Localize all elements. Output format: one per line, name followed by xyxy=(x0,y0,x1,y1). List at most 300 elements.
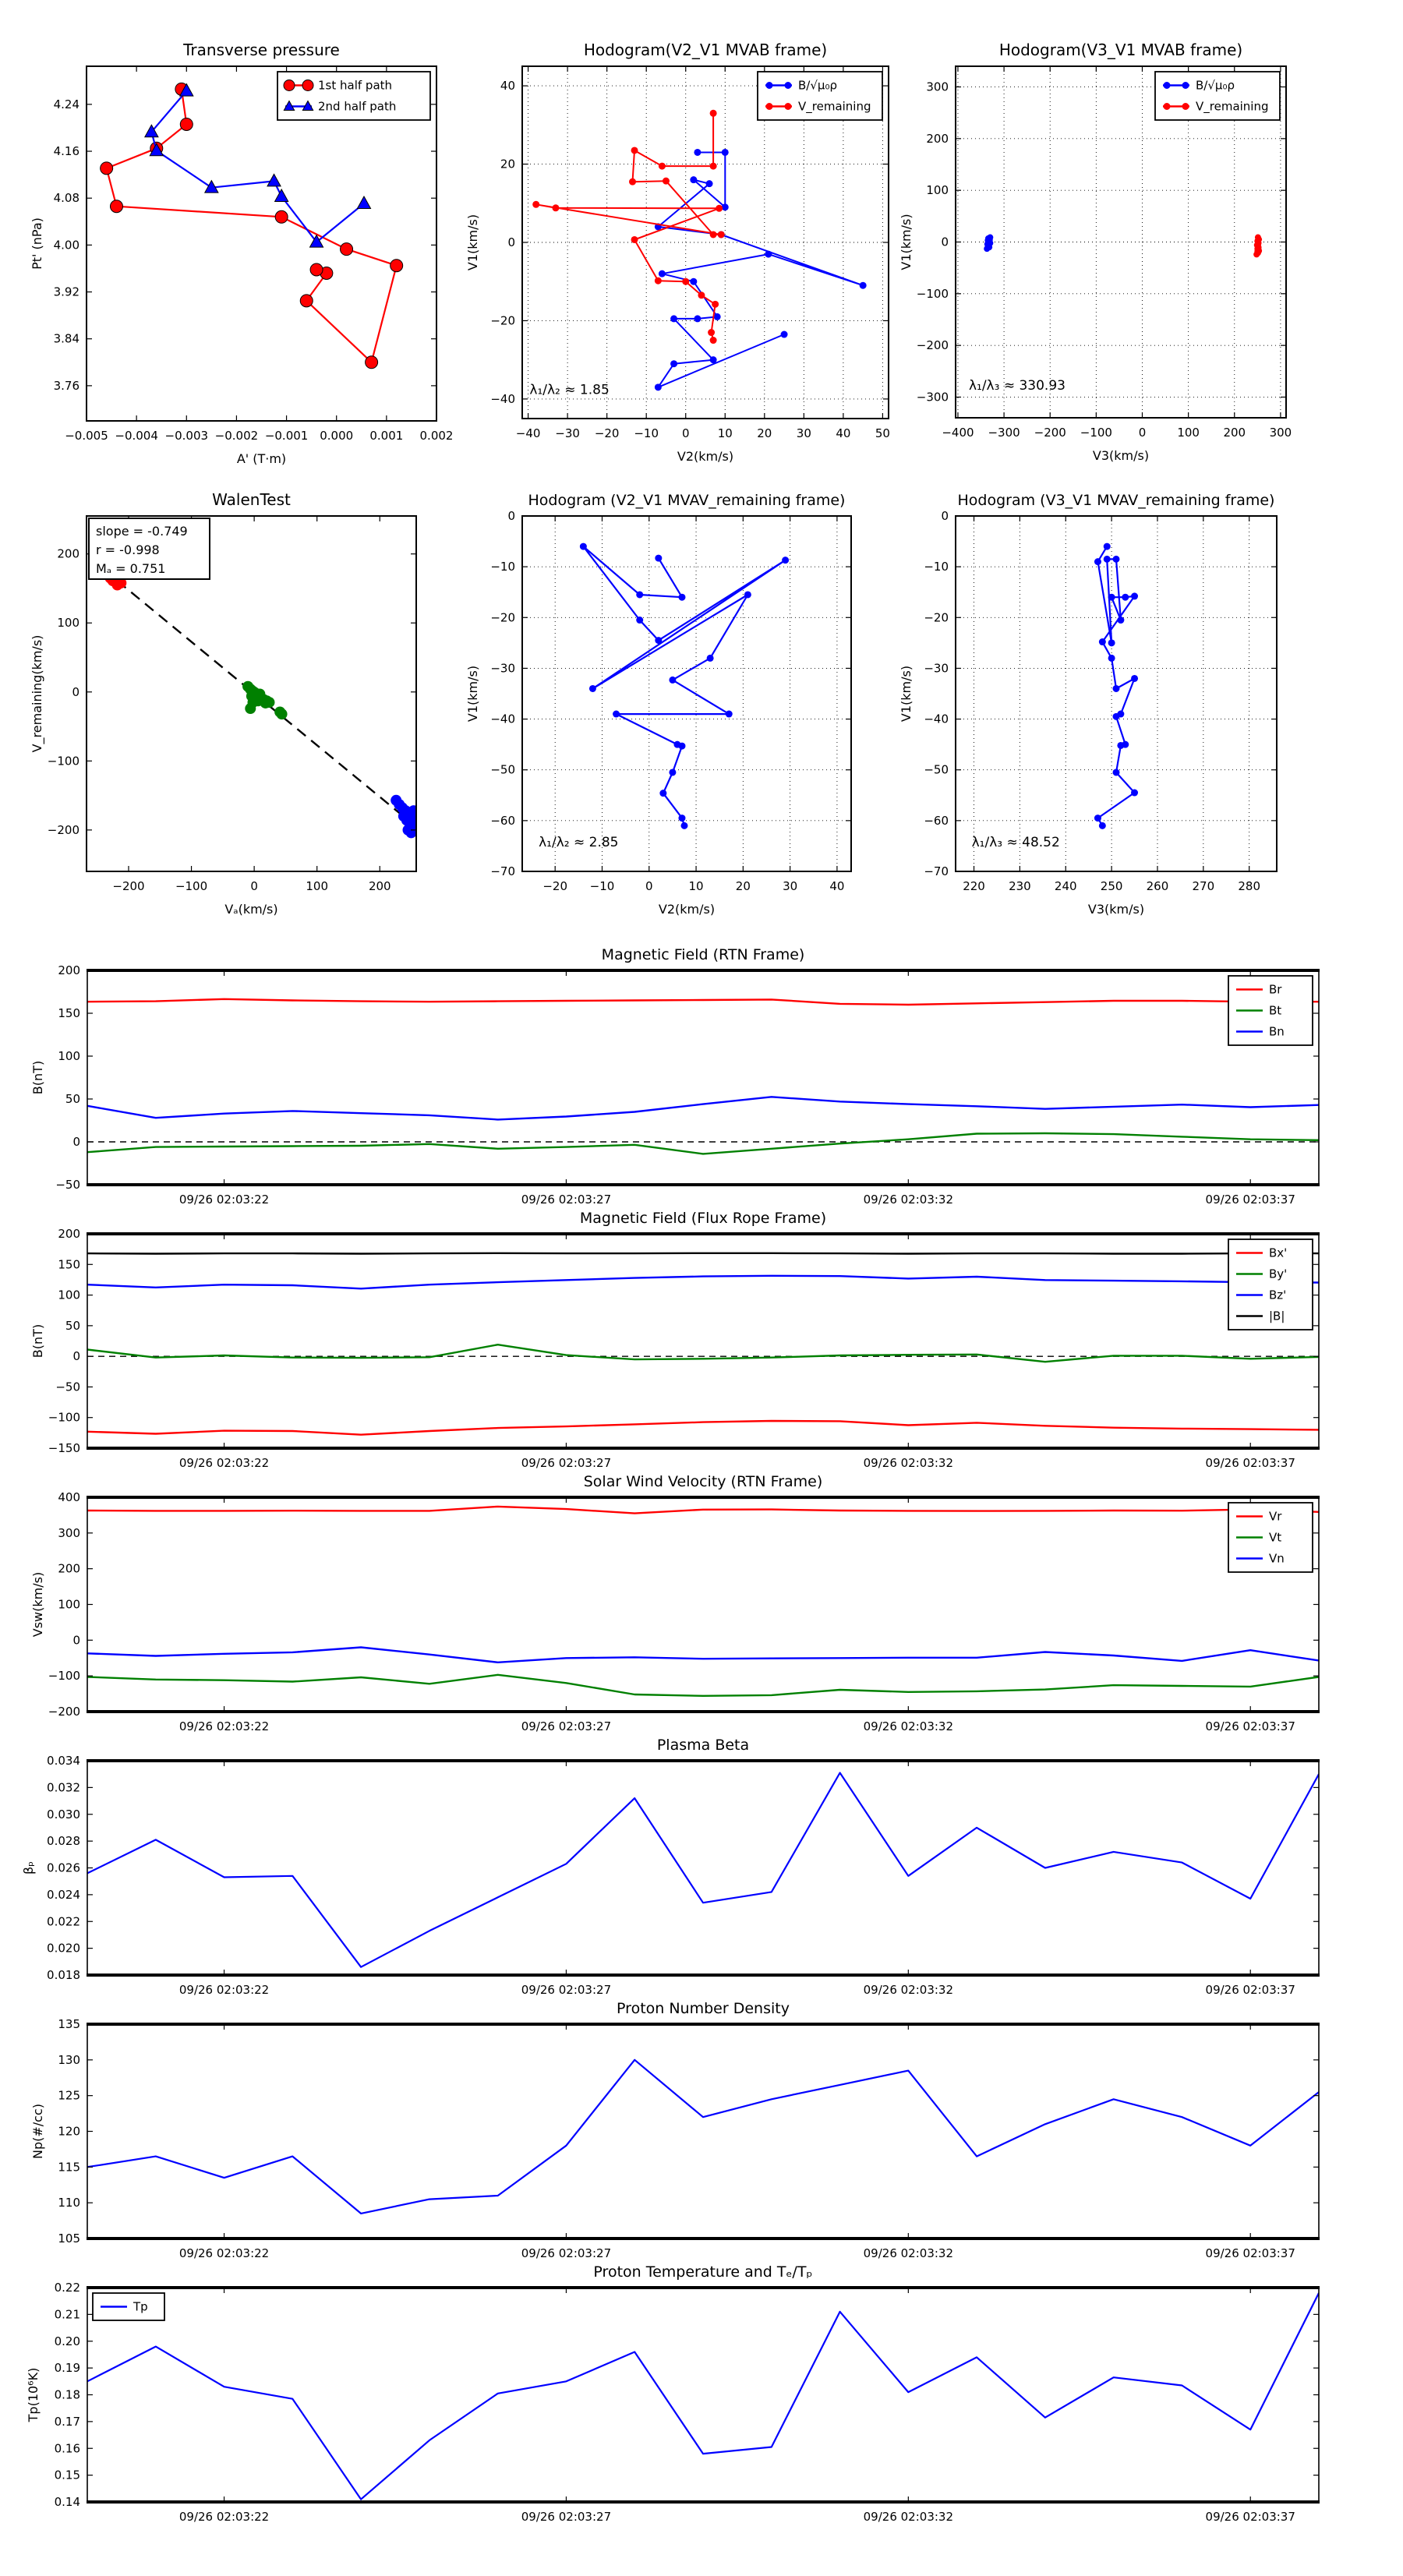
point-marker xyxy=(710,110,717,117)
y-tick-label: 100 xyxy=(58,1597,80,1612)
point-marker xyxy=(302,80,313,91)
point-marker xyxy=(1117,742,1124,749)
x-tick-label: 09/26 02:03:22 xyxy=(178,1983,270,1997)
point-marker xyxy=(284,80,295,91)
point-marker xyxy=(1113,685,1120,692)
y-axis-label: V_remaining(km/s) xyxy=(30,634,44,753)
walen-stats-box xyxy=(89,518,210,579)
point-marker xyxy=(111,580,122,591)
point-marker xyxy=(180,118,193,130)
y-tick-label: 0 xyxy=(507,509,515,523)
legend xyxy=(93,2293,164,2320)
x-tick-label: 0.002 xyxy=(419,429,454,443)
point-marker xyxy=(706,180,713,187)
point-marker xyxy=(714,313,721,320)
point-marker xyxy=(782,557,789,564)
y-tick-label: −30 xyxy=(490,661,515,676)
point-marker xyxy=(613,711,620,718)
point-marker xyxy=(275,210,288,223)
x-tick-label: −100 xyxy=(1080,426,1112,440)
panel-title: WalenTest xyxy=(212,490,291,509)
point-marker xyxy=(1113,556,1120,563)
point-marker xyxy=(1099,638,1106,645)
y-tick-label: −60 xyxy=(924,813,949,828)
point-marker xyxy=(263,697,274,708)
point-marker xyxy=(860,282,867,289)
y-tick-label: 0.21 xyxy=(54,2307,80,2322)
y-tick-label: 0 xyxy=(72,1633,80,1648)
y-axis-label: V1(km/s) xyxy=(465,665,480,723)
y-tick-label: 0.022 xyxy=(47,1914,80,1929)
legend-label: 1st half path xyxy=(318,78,393,93)
panel-title: Transverse pressure xyxy=(183,41,340,59)
point-marker xyxy=(986,240,992,246)
point-marker xyxy=(629,178,636,186)
x-tick-label: 230 xyxy=(1009,879,1031,893)
legend-label: B/√μ₀ρ xyxy=(1196,78,1235,93)
point-marker xyxy=(781,331,788,338)
x-tick-label: 09/26 02:03:32 xyxy=(863,1719,954,1733)
legend-label: Vt xyxy=(1269,1530,1282,1545)
y-tick-label: −50 xyxy=(490,762,515,777)
x-axis-label: V2(km/s) xyxy=(658,902,716,917)
legend xyxy=(758,72,882,120)
x-tick-label: 200 xyxy=(368,879,391,893)
y-axis-label: Np(#/cc) xyxy=(30,2104,45,2159)
legend xyxy=(1155,72,1280,120)
point-marker xyxy=(1131,592,1138,599)
y-tick-label: 0.20 xyxy=(54,2334,80,2348)
y-tick-label: 4.24 xyxy=(53,97,80,111)
point-marker xyxy=(1122,594,1129,601)
point-marker xyxy=(1108,655,1115,662)
point-marker xyxy=(1094,814,1101,822)
y-axis-label: Vsw(km/s) xyxy=(30,1571,45,1638)
y-tick-label: −40 xyxy=(490,391,515,406)
stats-line: slope = -0.749 xyxy=(96,524,188,539)
panel-title: Magnetic Field (Flux Rope Frame) xyxy=(579,1210,827,1227)
point-marker xyxy=(659,163,666,170)
x-tick-label: 200 xyxy=(1223,426,1246,440)
y-axis-label: Pt' (nPa) xyxy=(30,217,44,270)
x-tick-label: 09/26 02:03:27 xyxy=(521,2246,612,2260)
point-marker xyxy=(631,147,638,154)
y-axis-label: V1(km/s) xyxy=(899,214,914,270)
x-tick-label: −200 xyxy=(112,879,145,893)
y-tick-label: −50 xyxy=(55,1178,80,1192)
point-marker xyxy=(1131,790,1138,797)
point-marker xyxy=(716,205,723,212)
x-axis-label: A' (T·m) xyxy=(236,451,287,466)
point-marker xyxy=(636,591,643,598)
y-tick-label: 115 xyxy=(58,2160,80,2175)
legend xyxy=(1228,976,1313,1045)
y-tick-label: 135 xyxy=(58,2017,80,2031)
y-tick-label: −40 xyxy=(490,712,515,726)
x-tick-label: 0 xyxy=(645,879,653,893)
panel-title: Hodogram (V3_V1 MVAV_remaining frame) xyxy=(957,492,1275,509)
legend-label: Vn xyxy=(1269,1551,1285,1566)
y-tick-label: −100 xyxy=(48,1410,80,1425)
y-tick-label: 200 xyxy=(58,1561,80,1576)
y-tick-label: 50 xyxy=(65,1318,80,1333)
panel-title: Magnetic Field (RTN Frame) xyxy=(601,946,805,963)
x-tick-label: 0 xyxy=(681,426,690,440)
legend-label: Bt xyxy=(1269,1003,1282,1018)
y-tick-label: 200 xyxy=(58,963,80,977)
x-tick-label: 09/26 02:03:27 xyxy=(521,1456,612,1470)
y-tick-label: 3.76 xyxy=(53,378,80,393)
legend-label: By' xyxy=(1269,1267,1288,1281)
lambda-ratio-annotation: λ₁/λ₂ ≈ 1.85 xyxy=(529,382,610,398)
point-marker xyxy=(655,277,662,284)
point-marker xyxy=(552,204,559,211)
y-tick-label: 0.17 xyxy=(54,2414,80,2429)
x-tick-label: −0.003 xyxy=(164,429,209,443)
x-tick-label: 30 xyxy=(783,879,798,893)
y-tick-label: −200 xyxy=(916,338,949,353)
panel-title: Hodogram(V3_V1 MVAB frame) xyxy=(998,41,1243,59)
x-tick-label: −400 xyxy=(942,426,974,440)
point-marker xyxy=(678,814,685,822)
y-tick-label: 200 xyxy=(58,1227,80,1241)
point-marker xyxy=(580,543,587,550)
legend-label: Bx' xyxy=(1269,1246,1288,1260)
x-tick-label: 20 xyxy=(735,879,751,893)
y-tick-label: 4.00 xyxy=(53,238,80,253)
point-marker xyxy=(300,295,313,307)
panel-title: Proton Number Density xyxy=(617,2000,790,2017)
y-axis-label: B(nT) xyxy=(30,1060,45,1095)
point-marker xyxy=(1131,675,1138,682)
x-tick-label: 50 xyxy=(875,426,890,440)
y-tick-label: −50 xyxy=(924,762,949,777)
x-tick-label: 100 xyxy=(306,879,329,893)
x-tick-label: 09/26 02:03:32 xyxy=(863,2510,954,2524)
y-tick-label: −50 xyxy=(55,1380,80,1394)
legend-label: B/√μ₀ρ xyxy=(798,78,837,93)
point-marker xyxy=(722,203,729,210)
x-tick-label: 09/26 02:03:27 xyxy=(521,1193,612,1207)
y-tick-label: 100 xyxy=(58,1288,80,1302)
point-marker xyxy=(655,637,662,644)
y-tick-label: 100 xyxy=(58,1049,80,1063)
panel-title: Hodogram (V2_V1 MVAV_remaining frame) xyxy=(528,492,846,509)
point-marker xyxy=(766,82,773,89)
point-marker xyxy=(1182,103,1189,110)
y-tick-label: 0 xyxy=(941,509,949,523)
point-marker xyxy=(1108,639,1115,646)
x-axis-label: V2(km/s) xyxy=(677,449,734,464)
point-marker xyxy=(659,790,666,797)
point-marker xyxy=(670,360,677,367)
legend-label: 2nd half path xyxy=(318,99,397,114)
y-tick-label: 0.18 xyxy=(54,2387,80,2402)
x-tick-label: 30 xyxy=(796,426,811,440)
y-tick-label: 20 xyxy=(500,157,515,171)
x-tick-label: 09/26 02:03:22 xyxy=(178,2246,270,2260)
panel-title: Hodogram(V2_V1 MVAB frame) xyxy=(583,41,828,59)
point-marker xyxy=(690,176,697,183)
x-tick-label: 09/26 02:03:32 xyxy=(863,1193,954,1207)
point-marker xyxy=(1099,822,1106,829)
point-marker xyxy=(1164,103,1171,110)
point-marker xyxy=(710,337,717,344)
legend-label: |B| xyxy=(1269,1309,1285,1323)
point-marker xyxy=(1113,713,1120,720)
point-marker xyxy=(589,685,596,692)
x-tick-label: 09/26 02:03:32 xyxy=(863,1456,954,1470)
point-marker xyxy=(698,292,705,299)
y-axis-label: βₚ xyxy=(21,1860,36,1875)
stats-line: r = -0.998 xyxy=(96,542,160,557)
point-marker xyxy=(532,201,539,208)
x-tick-label: 20 xyxy=(757,426,772,440)
point-marker xyxy=(366,356,378,369)
y-tick-label: 110 xyxy=(58,2196,80,2210)
y-tick-label: 105 xyxy=(58,2231,80,2246)
x-tick-label: −20 xyxy=(542,879,568,893)
y-axis-label: V1(km/s) xyxy=(465,214,480,271)
y-axis-label: V1(km/s) xyxy=(899,665,914,723)
point-marker xyxy=(663,178,670,185)
x-tick-label: 09/26 02:03:37 xyxy=(1205,1456,1295,1470)
point-marker xyxy=(710,356,717,363)
x-tick-label: 09/26 02:03:27 xyxy=(521,1719,612,1733)
y-tick-label: 4.08 xyxy=(53,191,80,206)
legend xyxy=(1228,1503,1313,1572)
point-marker xyxy=(101,162,113,175)
x-tick-label: 0 xyxy=(250,879,258,893)
x-tick-label: 10 xyxy=(717,426,733,440)
y-tick-label: 3.92 xyxy=(53,284,80,299)
x-tick-label: −10 xyxy=(634,426,659,440)
y-tick-label: 40 xyxy=(500,79,515,94)
x-tick-label: −20 xyxy=(594,426,620,440)
x-tick-label: 09/26 02:03:37 xyxy=(1205,1983,1295,1997)
y-tick-label: 0.032 xyxy=(47,1780,80,1795)
x-tick-label: 09/26 02:03:32 xyxy=(863,1983,954,1997)
x-tick-label: 09/26 02:03:22 xyxy=(178,1719,270,1733)
point-marker xyxy=(245,703,256,714)
y-tick-label: 0.030 xyxy=(47,1807,80,1822)
legend-label: Tp xyxy=(133,2299,148,2314)
point-marker xyxy=(710,231,717,238)
x-tick-label: −10 xyxy=(589,879,615,893)
lambda-ratio-annotation: λ₁/λ₃ ≈ 48.52 xyxy=(971,835,1060,851)
point-marker xyxy=(1104,556,1111,563)
y-tick-label: 150 xyxy=(58,1006,80,1020)
y-tick-label: 0.15 xyxy=(54,2468,80,2482)
legend xyxy=(1228,1239,1313,1330)
x-tick-label: 0.001 xyxy=(369,429,404,443)
lambda-ratio-annotation: λ₁/λ₂ ≈ 2.85 xyxy=(539,835,619,851)
x-tick-label: 250 xyxy=(1100,879,1123,893)
legend-label: Br xyxy=(1269,982,1282,997)
point-marker xyxy=(277,708,288,719)
x-tick-label: 09/26 02:03:32 xyxy=(863,2246,954,2260)
x-tick-label: −200 xyxy=(1034,426,1066,440)
y-tick-label: 0.16 xyxy=(54,2441,80,2456)
x-tick-label: 40 xyxy=(836,426,851,440)
x-tick-label: −100 xyxy=(175,879,208,893)
y-tick-label: 0.018 xyxy=(47,1968,80,1982)
point-marker xyxy=(1164,82,1171,89)
x-tick-label: −0.001 xyxy=(264,429,309,443)
point-marker xyxy=(726,711,733,718)
x-tick-label: 09/26 02:03:22 xyxy=(178,1193,270,1207)
x-tick-label: −30 xyxy=(555,426,580,440)
x-axis-label: V3(km/s) xyxy=(1087,902,1145,917)
point-marker xyxy=(631,236,638,243)
point-marker xyxy=(765,251,772,258)
y-tick-label: 100 xyxy=(926,183,949,198)
series-line-|B| xyxy=(87,1253,1319,1254)
point-marker xyxy=(694,149,701,156)
y-tick-label: 0.028 xyxy=(47,1834,80,1849)
x-tick-label: 10 xyxy=(688,879,704,893)
y-tick-label: 50 xyxy=(65,1092,80,1106)
y-tick-label: 100 xyxy=(57,616,80,631)
x-tick-label: 280 xyxy=(1238,879,1261,893)
y-tick-label: 125 xyxy=(58,2088,80,2103)
point-marker xyxy=(1104,543,1111,550)
y-tick-label: 200 xyxy=(57,546,80,561)
x-tick-label: 0.000 xyxy=(320,429,354,443)
point-marker xyxy=(712,301,719,308)
x-tick-label: 09/26 02:03:22 xyxy=(178,2510,270,2524)
stats-line: Mₐ = 0.751 xyxy=(96,561,166,576)
y-tick-label: 120 xyxy=(58,2124,80,2139)
y-tick-label: −150 xyxy=(48,1441,80,1455)
y-tick-label: 0.024 xyxy=(47,1887,80,1902)
y-tick-label: 0.020 xyxy=(47,1941,80,1956)
y-tick-label: 0.22 xyxy=(54,2281,80,2295)
legend-label: Bn xyxy=(1269,1024,1285,1039)
point-marker xyxy=(659,270,666,277)
y-tick-label: 0 xyxy=(72,1135,80,1149)
panel-title: Plasma Beta xyxy=(656,1737,750,1754)
x-tick-label: 09/26 02:03:27 xyxy=(521,1983,612,1997)
x-tick-label: 09/26 02:03:37 xyxy=(1205,2246,1295,2260)
point-marker xyxy=(707,655,714,662)
y-axis-label: Tp(10⁶K) xyxy=(26,2367,41,2422)
y-tick-label: 0.026 xyxy=(47,1860,80,1875)
y-tick-label: −70 xyxy=(490,864,515,878)
legend-label: Vr xyxy=(1269,1509,1282,1524)
y-tick-label: 300 xyxy=(926,80,949,94)
y-tick-label: −10 xyxy=(490,560,515,574)
point-marker xyxy=(690,278,697,285)
point-marker xyxy=(670,315,677,322)
x-tick-label: 09/26 02:03:27 xyxy=(521,2510,612,2524)
point-marker xyxy=(710,163,717,170)
point-marker xyxy=(655,383,662,390)
x-tick-label: 260 xyxy=(1146,879,1169,893)
point-marker xyxy=(1094,558,1101,565)
y-tick-label: −10 xyxy=(924,560,949,574)
point-marker xyxy=(1108,594,1115,601)
point-marker xyxy=(1113,769,1120,776)
point-marker xyxy=(110,200,122,213)
point-marker xyxy=(708,329,715,336)
legend-label: V_remaining xyxy=(798,99,871,114)
y-axis-label: B(nT) xyxy=(30,1323,45,1359)
x-tick-label: −0.005 xyxy=(65,429,108,443)
y-tick-label: 130 xyxy=(58,2052,80,2067)
y-tick-label: −60 xyxy=(490,813,515,828)
y-tick-label: −100 xyxy=(916,286,949,301)
point-marker xyxy=(1117,617,1124,624)
point-marker xyxy=(391,260,403,272)
lambda-ratio-annotation: λ₁/λ₃ ≈ 330.93 xyxy=(968,377,1066,394)
x-tick-label: −0.004 xyxy=(115,429,158,443)
legend-label: V_remaining xyxy=(1196,99,1269,114)
point-marker xyxy=(744,591,751,598)
point-marker xyxy=(678,743,685,750)
x-axis-label: V3(km/s) xyxy=(1092,448,1150,463)
x-tick-label: 270 xyxy=(1192,879,1215,893)
point-marker xyxy=(682,278,689,285)
y-tick-label: 0.19 xyxy=(54,2361,80,2376)
x-tick-label: −40 xyxy=(515,426,541,440)
point-marker xyxy=(678,594,685,601)
point-marker xyxy=(1182,82,1189,89)
point-marker xyxy=(669,677,676,684)
y-tick-label: 300 xyxy=(58,1525,80,1540)
y-tick-label: −200 xyxy=(47,822,80,837)
x-tick-label: 220 xyxy=(963,879,985,893)
legend xyxy=(277,72,430,120)
point-marker xyxy=(694,315,701,322)
y-tick-label: −30 xyxy=(924,661,949,676)
y-tick-label: 0.14 xyxy=(54,2495,80,2509)
x-tick-label: 40 xyxy=(829,879,845,893)
point-marker xyxy=(310,263,323,276)
y-tick-label: −300 xyxy=(916,390,949,405)
x-tick-label: 09/26 02:03:37 xyxy=(1205,2510,1295,2524)
panel-title: Solar Wind Velocity (RTN Frame) xyxy=(583,1473,823,1490)
point-marker xyxy=(669,769,676,776)
x-tick-label: 09/26 02:03:37 xyxy=(1205,1719,1295,1733)
x-tick-label: −0.002 xyxy=(214,429,259,443)
x-axis-label: Vₐ(km/s) xyxy=(224,902,278,917)
y-tick-label: −70 xyxy=(924,864,949,878)
point-marker xyxy=(766,103,773,110)
y-tick-label: 0 xyxy=(72,1349,80,1364)
y-tick-label: 4.16 xyxy=(53,144,80,159)
x-tick-label: 240 xyxy=(1054,879,1077,893)
y-tick-label: −100 xyxy=(47,754,80,769)
y-tick-label: 0 xyxy=(507,235,515,249)
y-tick-label: 200 xyxy=(926,131,949,146)
x-tick-label: 0 xyxy=(1138,426,1147,440)
y-tick-label: 0.034 xyxy=(47,1754,80,1768)
point-marker xyxy=(718,231,725,238)
x-tick-label: 300 xyxy=(1269,426,1292,440)
point-marker xyxy=(785,82,792,89)
point-marker xyxy=(655,555,662,562)
y-tick-label: −20 xyxy=(924,610,949,625)
y-tick-label: 150 xyxy=(58,1257,80,1272)
y-tick-label: 0 xyxy=(72,684,80,699)
point-marker xyxy=(341,243,353,256)
point-marker xyxy=(722,149,729,156)
x-tick-label: −300 xyxy=(988,426,1020,440)
point-marker xyxy=(636,617,643,624)
y-tick-label: −100 xyxy=(48,1669,80,1684)
y-tick-label: 3.84 xyxy=(53,331,80,346)
